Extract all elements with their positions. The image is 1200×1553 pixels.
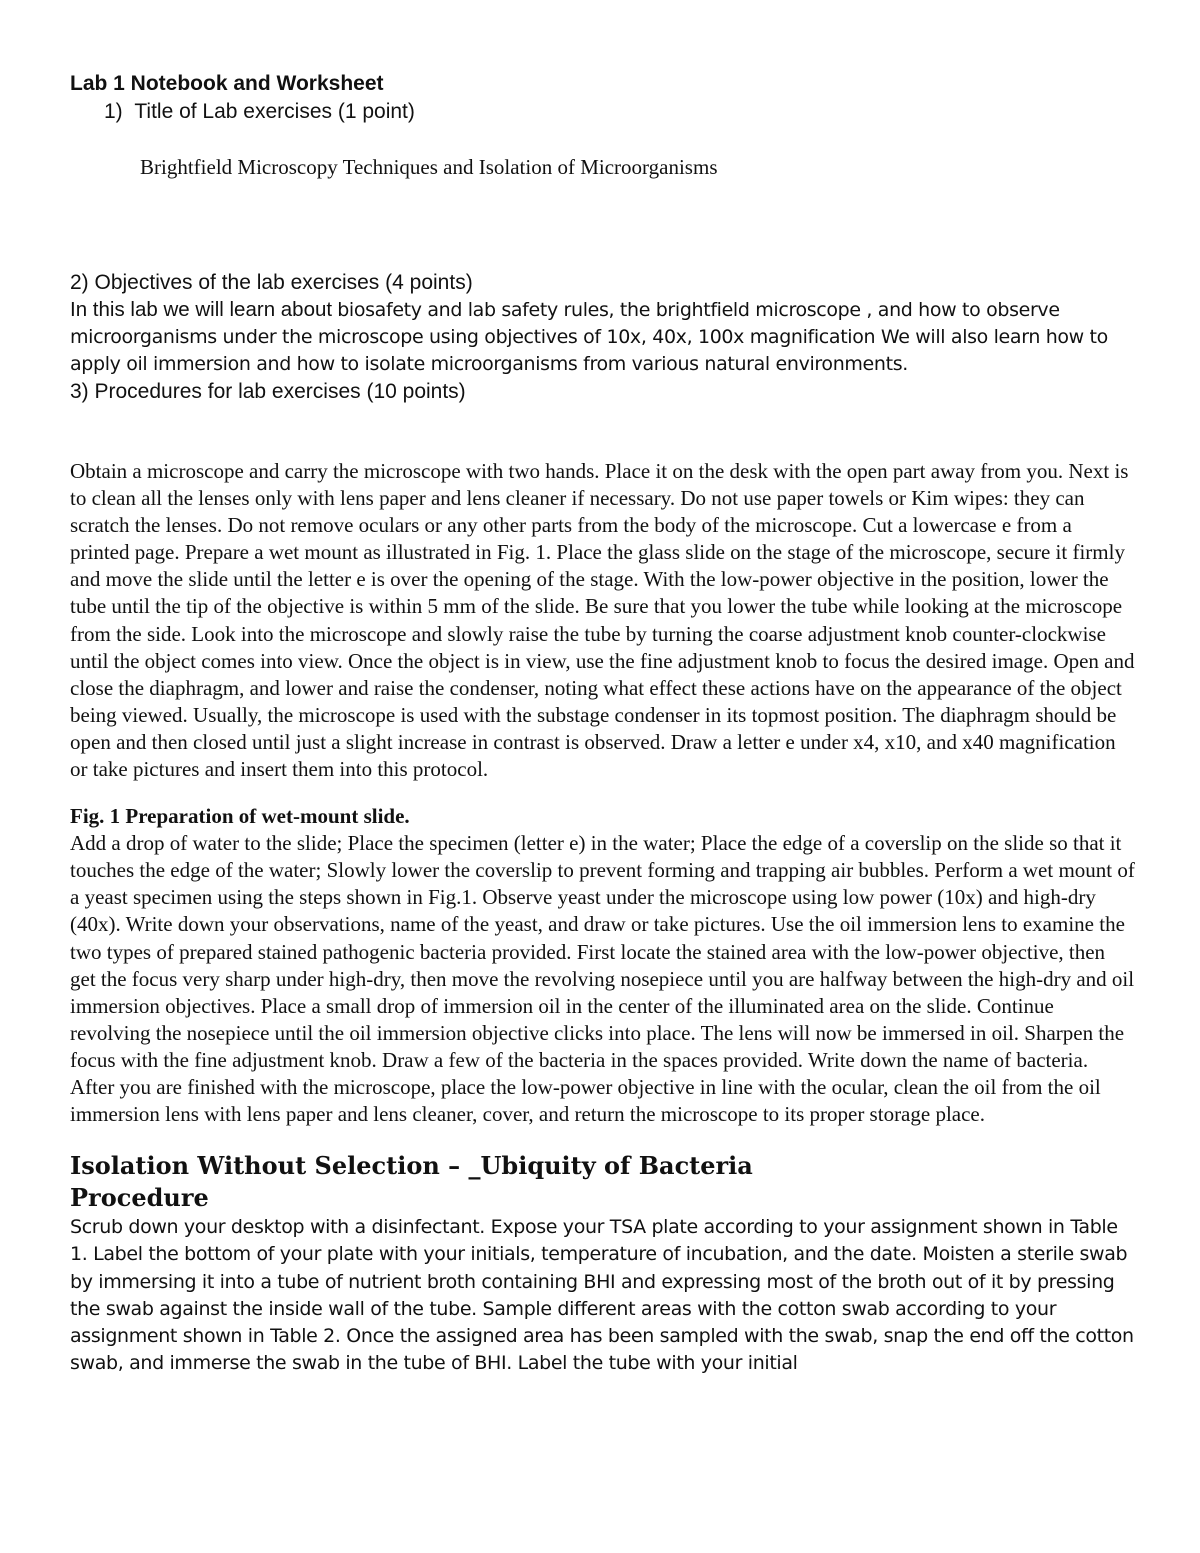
isolation-heading: Isolation Without Selection – _Ubiquity of Bacteria <box>70 1151 753 1181</box>
question-1-label: Title of Lab exercises (1 point) <box>134 100 415 123</box>
objectives-body: biosafety and lab safety rules, the brightfield microscope , and how to observe microorganisms under the microscope using objectives of 10x, 40x, 100x magnification We will also learn how to apply oil immersion and how to isolate microorganisms from various natural environments. <box>70 299 1108 375</box>
lab-title-answer: Brightfield Microscopy Techniques and Isolation of Microorganisms <box>140 155 718 179</box>
isolation-procedure-text: Scrub down your desktop with a disinfectant. Expose your TSA plate according to your assignment shown in Table 1. Label the bottom of your plate with your initials, temperature of incubation, and the date. Moisten a sterile swab by immersing it into a tube of nutrient broth containing BHI and expressing most of the broth out of it by pressing the swab against the inside wall of the tube. Sample different areas with the cotton swab according to your assignment shown in Table 2. Once the assigned area has been sampled with the swab, snap the end off the cotton swab, and immerse the swab in the tube of BHI. Label the tube with your initial <box>70 1216 1134 1375</box>
figure-1-caption: Fig. 1 Preparation of wet-mount slide. <box>70 804 410 829</box>
procedures-heading: 3) Procedures for lab exercises (10 points) <box>70 380 466 403</box>
objectives-heading: 2) Objectives of the lab exercises (4 points) <box>70 271 473 294</box>
question-1-number: 1) <box>104 100 123 123</box>
worksheet-page <box>70 70 1135 1377</box>
spacer <box>70 405 1135 458</box>
procedure-paragraph-wet-mount: Add a drop of water to the slide; Place the specimen (letter e) in the water; Place the edge of a coverslip on the slide so that it touches the edge of the water; Slowly lower the coverslip to prevent forming and trapping air bubbles. Perform a wet mount of a yeast specimen using the steps shown in Fig.1. Observe yeast under the microscope using low power (10x) and high-dry (40x). Write down your observations, name of the yeast, and draw or take pictures. Use the oil immersion lens to examine the two types of prepared stained pathogenic bacteria provided. First locate the stained area with the low-power objective, then get the focus very sharp under high-dry, then move the revolving nosepiece until you are halfway between the high-dry and oil immersion objectives. Place a small drop of immersion oil in the center of the illuminated area on the slide. Continue revolving the nosepiece until the oil immersion objective clicks into place. The lens will now be immersed in oil. Sharpen the focus with the fine adjustment knob. Draw a few of the bacteria in the spaces provided. Write down the name of bacteria. After you are finished with the microscope, place the low-power objective in line with the ocular, clean the oil from the oil immersion lens with lens paper and lens cleaner, cover, and return the microscope to its proper storage place. <box>70 831 1135 1127</box>
spacer <box>70 181 1135 269</box>
objectives-lead: In this lab we will learn about <box>70 298 333 321</box>
isolation-procedure-heading: Procedure <box>70 1183 209 1213</box>
question-1-heading <box>70 98 1135 125</box>
document-title: Lab 1 Notebook and Worksheet <box>70 72 384 95</box>
procedure-paragraph-microscope: Obtain a microscope and carry the microscope with two hands. Place it on the desk with the open part away from you. Next is to clean all the lenses only with lens paper and lens cleaner if necessary. Do not use paper towels or Kim wipes: they can scratch the lenses. Do not remove oculars or any other parts from the body of the microscope. Cut a lowercase e from a printed page. Prepare a wet mount as illustrated in Fig. 1. Place the glass slide on the stage of the microscope, secure it firmly and move the slide until the letter e is over the opening of the stage. With the low-power objective in the position, lower the tube until the tip of the objective is within 5 mm of the slide. Be sure that you lower the tube while looking at the microscope from the side. Look into the microscope and slowly raise the tube by turning the coarse adjustment knob counter-clockwise until the object comes into view. Once the object is in view, use the fine adjustment knob to focus the desired image. Open and close the diaphragm, and lower and raise the condenser, noting what effect these actions have on the appearance of the object being viewed. Usually, the microscope is used with the substage condenser in its topmost position. The diaphragm should be open and then closed until just a slight increase in contrast is observed. Draw a letter e under x4, x10, and x40 magnification or take pictures and insert them into this protocol. <box>70 459 1135 782</box>
objectives-text <box>70 296 1135 378</box>
